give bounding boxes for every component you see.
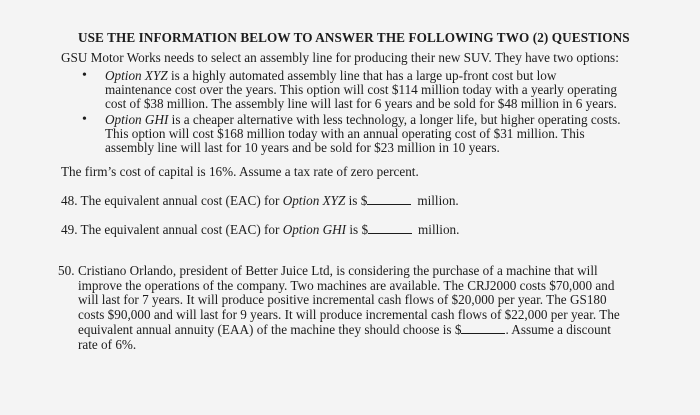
question-49-option: Option GHI: [282, 222, 347, 237]
cost-of-capital-note: The firm’s cost of capital is 16%. Assume a tax rate of zero percent.: [61, 164, 419, 179]
option-xyz-item: [82, 69, 622, 112]
question-49-answer-blank[interactable]: [368, 222, 412, 234]
question-48-suffix: million.: [417, 193, 459, 208]
question-49-prefix: 49. The equivalent annual cost (EAC) for: [61, 222, 283, 237]
option-ghi-name: Option GHI: [105, 111, 169, 127]
question-50-number: 50.: [58, 263, 75, 278]
bullet-icon: •: [82, 68, 87, 83]
question-49-mid: is $: [346, 222, 369, 237]
question-49-suffix: million.: [418, 222, 460, 237]
question-50-text-before: Cristiano Orlando, president of Better Juice Ltd, is considering the purchase of a machine that will improve the operations of the company. Two machines are available. The CRJ2000 costs $70,000 and will last for 7 years. It will produce positive incremental cash flows of $20,000 per year. The GS180 costs $90,000 and will last for 9 years. It will produce incremental cash flows of $22,000 per year. The equivalent annual annuity (EAA) of the machine they should choose is $: [78, 263, 620, 338]
option-ghi-item: [82, 113, 622, 156]
options-list: [82, 69, 622, 156]
question-50: [58, 264, 628, 353]
question-48-option: Option XYZ: [282, 193, 346, 208]
question-50-text-after: . Assume a discount rate of 6%.: [78, 322, 611, 352]
question-48-answer-blank[interactable]: [367, 193, 411, 205]
question-50-body: [58, 264, 628, 353]
bullet-icon: •: [82, 111, 87, 127]
question-48-prefix: 48. The equivalent annual cost (EAC) for: [61, 193, 283, 208]
question-48-mid: is $: [345, 193, 368, 208]
option-xyz-text: is a highly automated assembly line that has a large up-front cost but low maintenance cost over the years. This option will cost $114 million today with a yearly operating cost of $38 million. The assembly line will last for 6 years and be sold for $48 million in 6 years.: [105, 68, 617, 112]
option-xyz-name: Option XYZ: [105, 68, 168, 83]
question-50-answer-blank[interactable]: [461, 322, 505, 334]
scenario-intro: GSU Motor Works needs to select an assembly line for producing their new SUV. They have two options:: [61, 50, 619, 65]
question-49: [61, 222, 459, 238]
option-ghi-text: is a cheaper alternative with less technology, a longer life, but higher operating costs. This option will cost $168 million today with an annual operating cost of $31 million. This assembly line will last for 10 years and be sold for $23 million in 10 years.: [105, 111, 621, 156]
question-48: [61, 193, 459, 209]
instructions-heading: USE THE INFORMATION BELOW TO ANSWER THE FOLLOWING TWO (2) QUESTIONS: [78, 30, 630, 45]
